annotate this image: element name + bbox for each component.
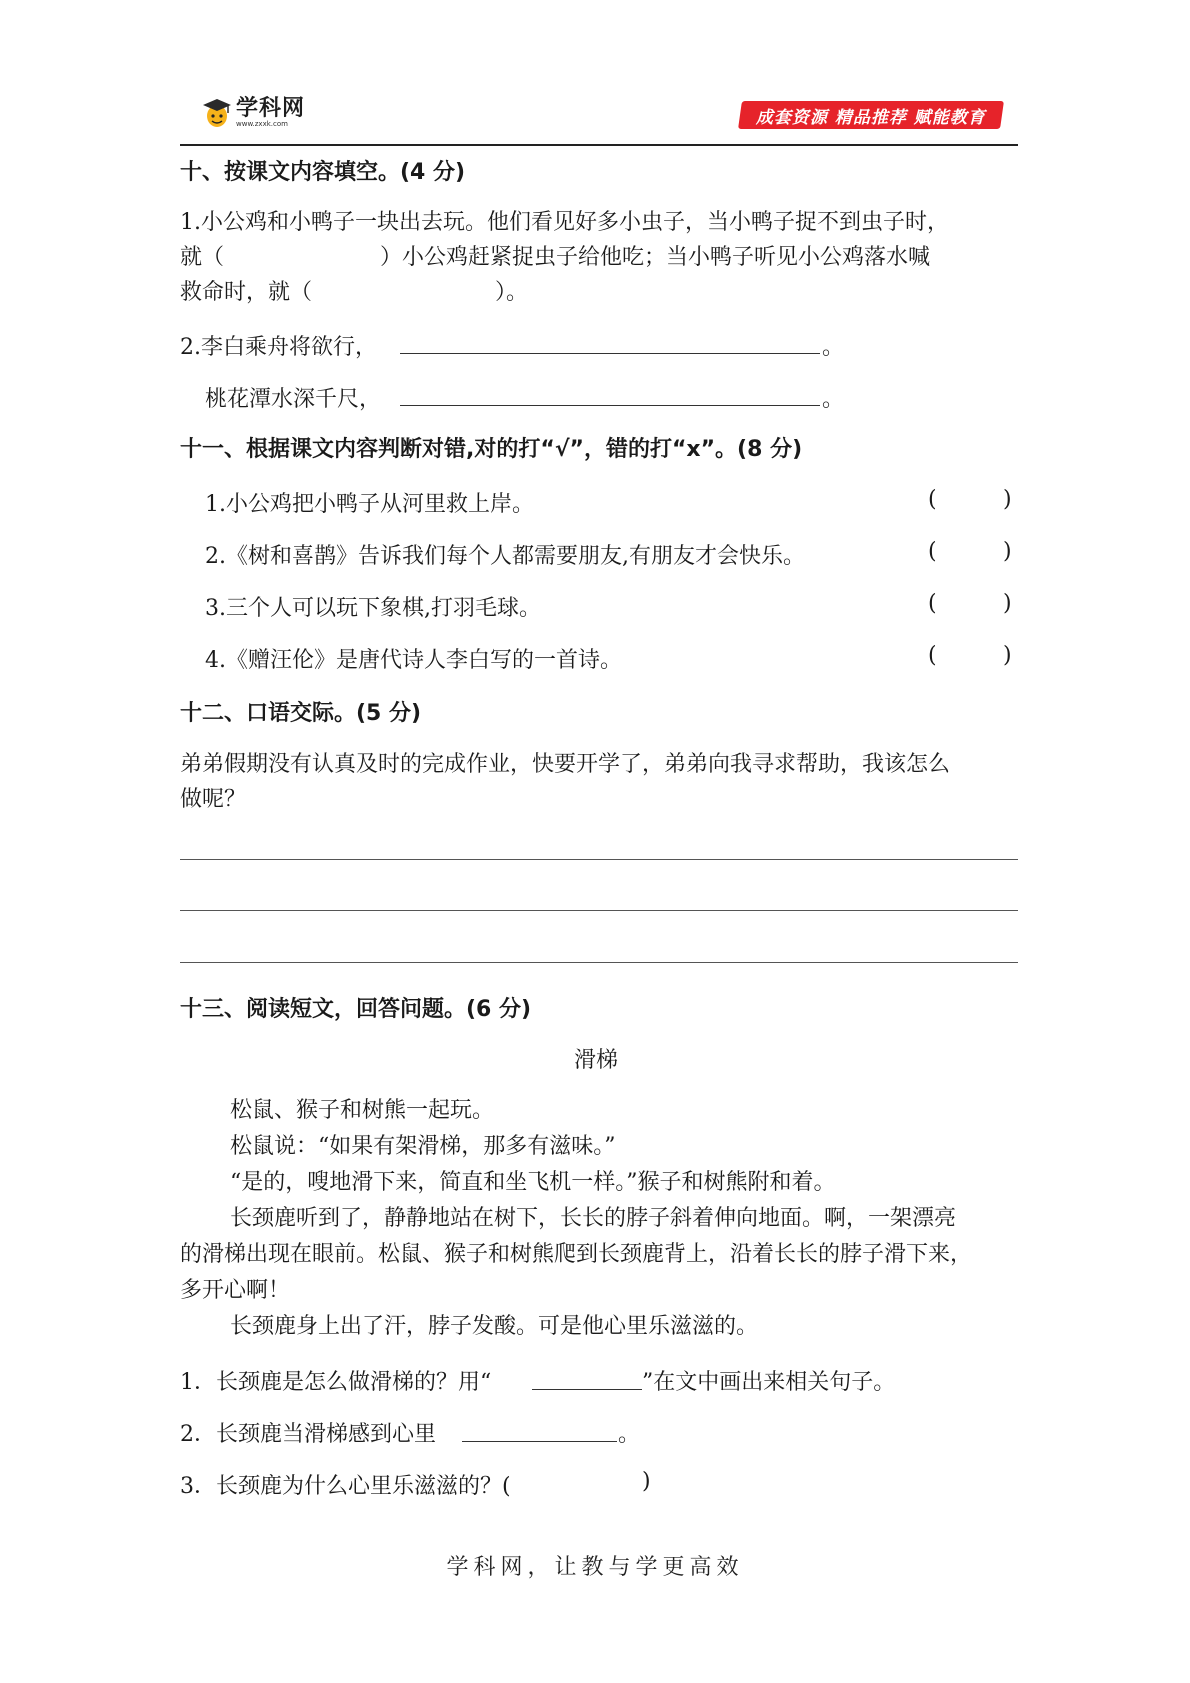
s10-q2-blank-2[interactable]: [400, 405, 820, 406]
logo-url: www.zxxk.com: [236, 120, 288, 128]
s13-q3-answer[interactable]: [545, 1466, 635, 1494]
s10-q2-period-2: 。: [822, 387, 845, 412]
logo-text: 学科网: [236, 96, 306, 121]
s12-answer-line-3[interactable]: [180, 962, 1018, 963]
graduate-bulb-icon: [200, 96, 234, 130]
s13-q3-b: ): [642, 1469, 651, 1494]
s11-paren-open-1: (: [928, 487, 937, 512]
s12-answer-line-2[interactable]: [180, 910, 1018, 911]
story-p1: 松鼠、猴子和树熊一起玩。: [230, 1098, 495, 1123]
story-p4-line2: 的滑梯出现在眼前。松鼠、猴子和树熊爬到长颈鹿背上，沿着长长的脖子滑下来，: [180, 1242, 973, 1267]
s10-q1-line2-b: ）小公鸡赶紧捉虫子给他吃；当小鸭子听见小公鸡落水喊: [380, 245, 931, 270]
s13-q2-a: 2．长颈鹿当滑梯感到心里: [180, 1422, 436, 1447]
s13-q1-a: 1．长颈鹿是怎么做滑梯的？用“: [180, 1370, 492, 1395]
section-13-title: 十三、阅读短文，回答问题。(6 分): [180, 997, 532, 1022]
s13-q2-blank[interactable]: [462, 1441, 617, 1442]
s10-q1-line1: 1.小公鸡和小鸭子一块出去玩。他们看见好多小虫子，当小鸭子捉不到虫子时，: [180, 210, 949, 235]
s11-item-2: 2.《树和喜鹊》告诉我们每个人都需要朋友,有朋友才会快乐。: [205, 544, 805, 569]
story-p5: 长颈鹿身上出了汗，脖子发酸。可是他心里乐滋滋的。: [230, 1314, 759, 1339]
s13-q2-b: 。: [618, 1422, 641, 1447]
slogan-text: 成套资源 精品推荐 赋能教育: [756, 107, 986, 128]
s11-paren-close-3: ): [1003, 591, 1012, 616]
s11-answer-2[interactable]: [942, 536, 998, 564]
story-p4-line3: 多开心啊！: [180, 1278, 291, 1303]
s10-q1-line3-b: ）。: [495, 280, 529, 305]
s13-q1-b: ”在文中画出来相关句子。: [642, 1370, 896, 1395]
s11-paren-close-4: ): [1003, 643, 1012, 668]
s10-q2-period-1: 。: [822, 335, 845, 360]
section-10-title: 十、按课文内容填空。(4 分): [180, 160, 466, 185]
section-12-title: 十二、口语交际。(5 分): [180, 701, 422, 726]
s10-q1-line2-a: 就（: [180, 245, 225, 270]
s11-paren-open-2: (: [928, 539, 937, 564]
section-11-title: 十一、根据课文内容判断对错,对的打“√”，错的打“x”。(8 分): [180, 437, 803, 462]
s10-q1-blank-1[interactable]: [215, 240, 380, 266]
s12-answer-line-1[interactable]: [180, 859, 1018, 860]
s10-q2-line2: 桃花潭水深千尺，: [205, 387, 382, 412]
s11-answer-3[interactable]: [942, 588, 998, 616]
s11-paren-open-3: (: [928, 591, 937, 616]
story-p2: 松鼠说：“如果有架滑梯，那多有滋味。”: [230, 1134, 616, 1159]
s13-q1-blank[interactable]: [532, 1389, 642, 1390]
story-p4-line1: 长颈鹿听到了，静静地站在树下，长长的脖子斜着伸向地面。啊，一架漂亮: [230, 1206, 957, 1231]
s11-paren-close-2: ): [1003, 539, 1012, 564]
s11-item-1: 1.小公鸡把小鸭子从河里救上岸。: [205, 492, 534, 517]
site-logo: [200, 96, 305, 130]
s10-q2-line1: 2.李白乘舟将欲行，: [180, 335, 377, 360]
slogan-banner: [738, 101, 1004, 129]
s10-q1-blank-2[interactable]: [325, 275, 495, 301]
s11-answer-4[interactable]: [942, 640, 998, 668]
story-p3: “是的，嗖地滑下来，简直和坐飞机一样。”猴子和树熊附和着。: [230, 1170, 836, 1195]
s11-item-3: 3.三个人可以玩下象棋,打羽毛球。: [205, 596, 541, 621]
s10-q1-line3-a: 救命时，就（: [180, 280, 313, 305]
s12-prompt-line2: 做呢？: [180, 787, 247, 812]
header-divider: [180, 144, 1018, 146]
story-title: 滑梯: [574, 1048, 619, 1073]
s11-answer-1[interactable]: [942, 484, 998, 512]
s10-q2-blank-1[interactable]: [400, 353, 820, 354]
page-footer: 学科网，让教与学更高效: [446, 1555, 744, 1580]
s12-prompt-line1: 弟弟假期没有认真及时的完成作业，快要开学了，弟弟向我寻求帮助，我该怎么: [180, 752, 951, 777]
s11-paren-open-4: (: [928, 643, 937, 668]
s13-q3-a: 3．长颈鹿为什么心里乐滋滋的？(: [180, 1474, 511, 1499]
s11-item-4: 4.《赠汪伦》是唐代诗人李白写的一首诗。: [205, 648, 622, 673]
s11-paren-close-1: ): [1003, 487, 1012, 512]
